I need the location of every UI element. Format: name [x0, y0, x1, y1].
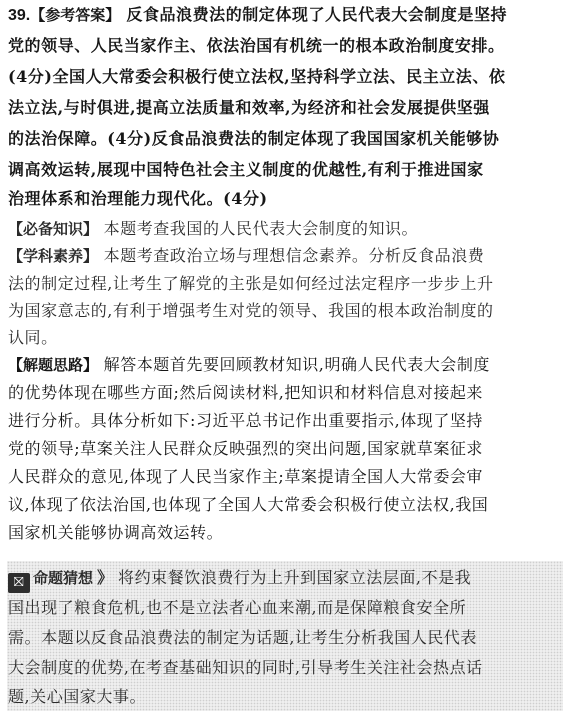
approach-line-3: 进行分析。具体分析如下:习近平总书记作出重要指示,体现了坚持 [8, 411, 483, 430]
answer-tag: 【参考答案】 [30, 6, 121, 24]
question-number: 39. [8, 7, 31, 24]
approach-tag: 【解题思路】 [8, 356, 99, 374]
prediction-line-3: 需。本题以反食品浪费法的制定为话题,让考生分析我国人民代表 [8, 628, 478, 647]
answer-line-7: 治理体系和治理能力现代化。(4分) [8, 189, 268, 208]
approach-line-1 [8, 354, 564, 376]
knowledge-text: 本题考查我国的人民代表大会制度的知识。 [103, 219, 419, 238]
literacy-tag: 【学科素养】 [8, 247, 99, 265]
approach-line-7: 国家机关能够协调高效运转。 [8, 523, 224, 542]
approach-text: 解答本题首先要回顾教材知识,明确人民代表大会制度 [103, 355, 490, 374]
answer-line-1 [8, 4, 564, 27]
prediction-icon: ⛝ [8, 573, 30, 593]
approach-line-5: 人民群众的意见,体现了人民当家作主;草案提请全国人大常委会审 [8, 467, 483, 486]
literacy-line-4: 认同。 [8, 328, 58, 347]
knowledge-tag: 【必备知识】 [8, 220, 99, 238]
prediction-text: 将约束餐饮浪费行为上升到国家立法层面,不是我 [118, 568, 472, 587]
approach-line-6: 议,体现了依法治国,也体现了全国人大常委会积极行使立法权,我国 [8, 495, 489, 514]
approach-line-4: 党的领导;草案关注人民群众反映强烈的突出问题,国家就草案征求 [8, 439, 483, 458]
prediction-line-5: 题,关心国家大事。 [8, 687, 147, 706]
answer-line-4: 法立法,与时俱进,提高立法质量和效率,为经济和社会发展提供坚强 [8, 98, 490, 117]
literacy-line-2: 法的制定过程,让考生了解党的主张是如何经过法定程序一步步上升 [8, 274, 494, 293]
answer-line-6: 调高效运转,展现中国特色社会主义制度的优越性,有利于推进国家 [8, 160, 484, 179]
prediction-line-1 [8, 567, 564, 593]
literacy-line-1 [8, 245, 564, 267]
double-arrow-icon: 》 [97, 568, 111, 587]
approach-line-2: 的优势体现在哪些方面;然后阅读材料,把知识和材料信息对接起来 [8, 383, 483, 402]
prediction-line-4: 大会制度的优势,在考查基础知识的同时,引导考生关注社会热点话 [8, 658, 483, 677]
prediction-title: 命题猜想 [33, 569, 94, 587]
literacy-line-3: 为国家意志的,有利于增强考生对党的领导、我国的根本政治制度的 [8, 301, 494, 320]
knowledge-line [8, 218, 564, 240]
prediction-line-2: 国出现了粮食危机,也不是立法者心血来潮,而是保障粮食安全所 [8, 598, 467, 617]
answer-line-3: (4分)全国人大常委会积极行使立法权,坚持科学立法、民主立法、依 [8, 67, 506, 86]
answer-line-2: 党的领导、人民当家作主、依法治国有机统一的根本政治制度安排。 [8, 36, 505, 55]
answer-line-5: 的法治保障。(4分)反食品浪费法的制定体现了我国国家机关能够协 [8, 129, 500, 148]
answer-text: 反食品浪费法的制定体现了人民代表大会制度是坚持 [126, 5, 508, 24]
literacy-text: 本题考查政治立场与理想信念素养。分析反食品浪费 [103, 246, 485, 265]
